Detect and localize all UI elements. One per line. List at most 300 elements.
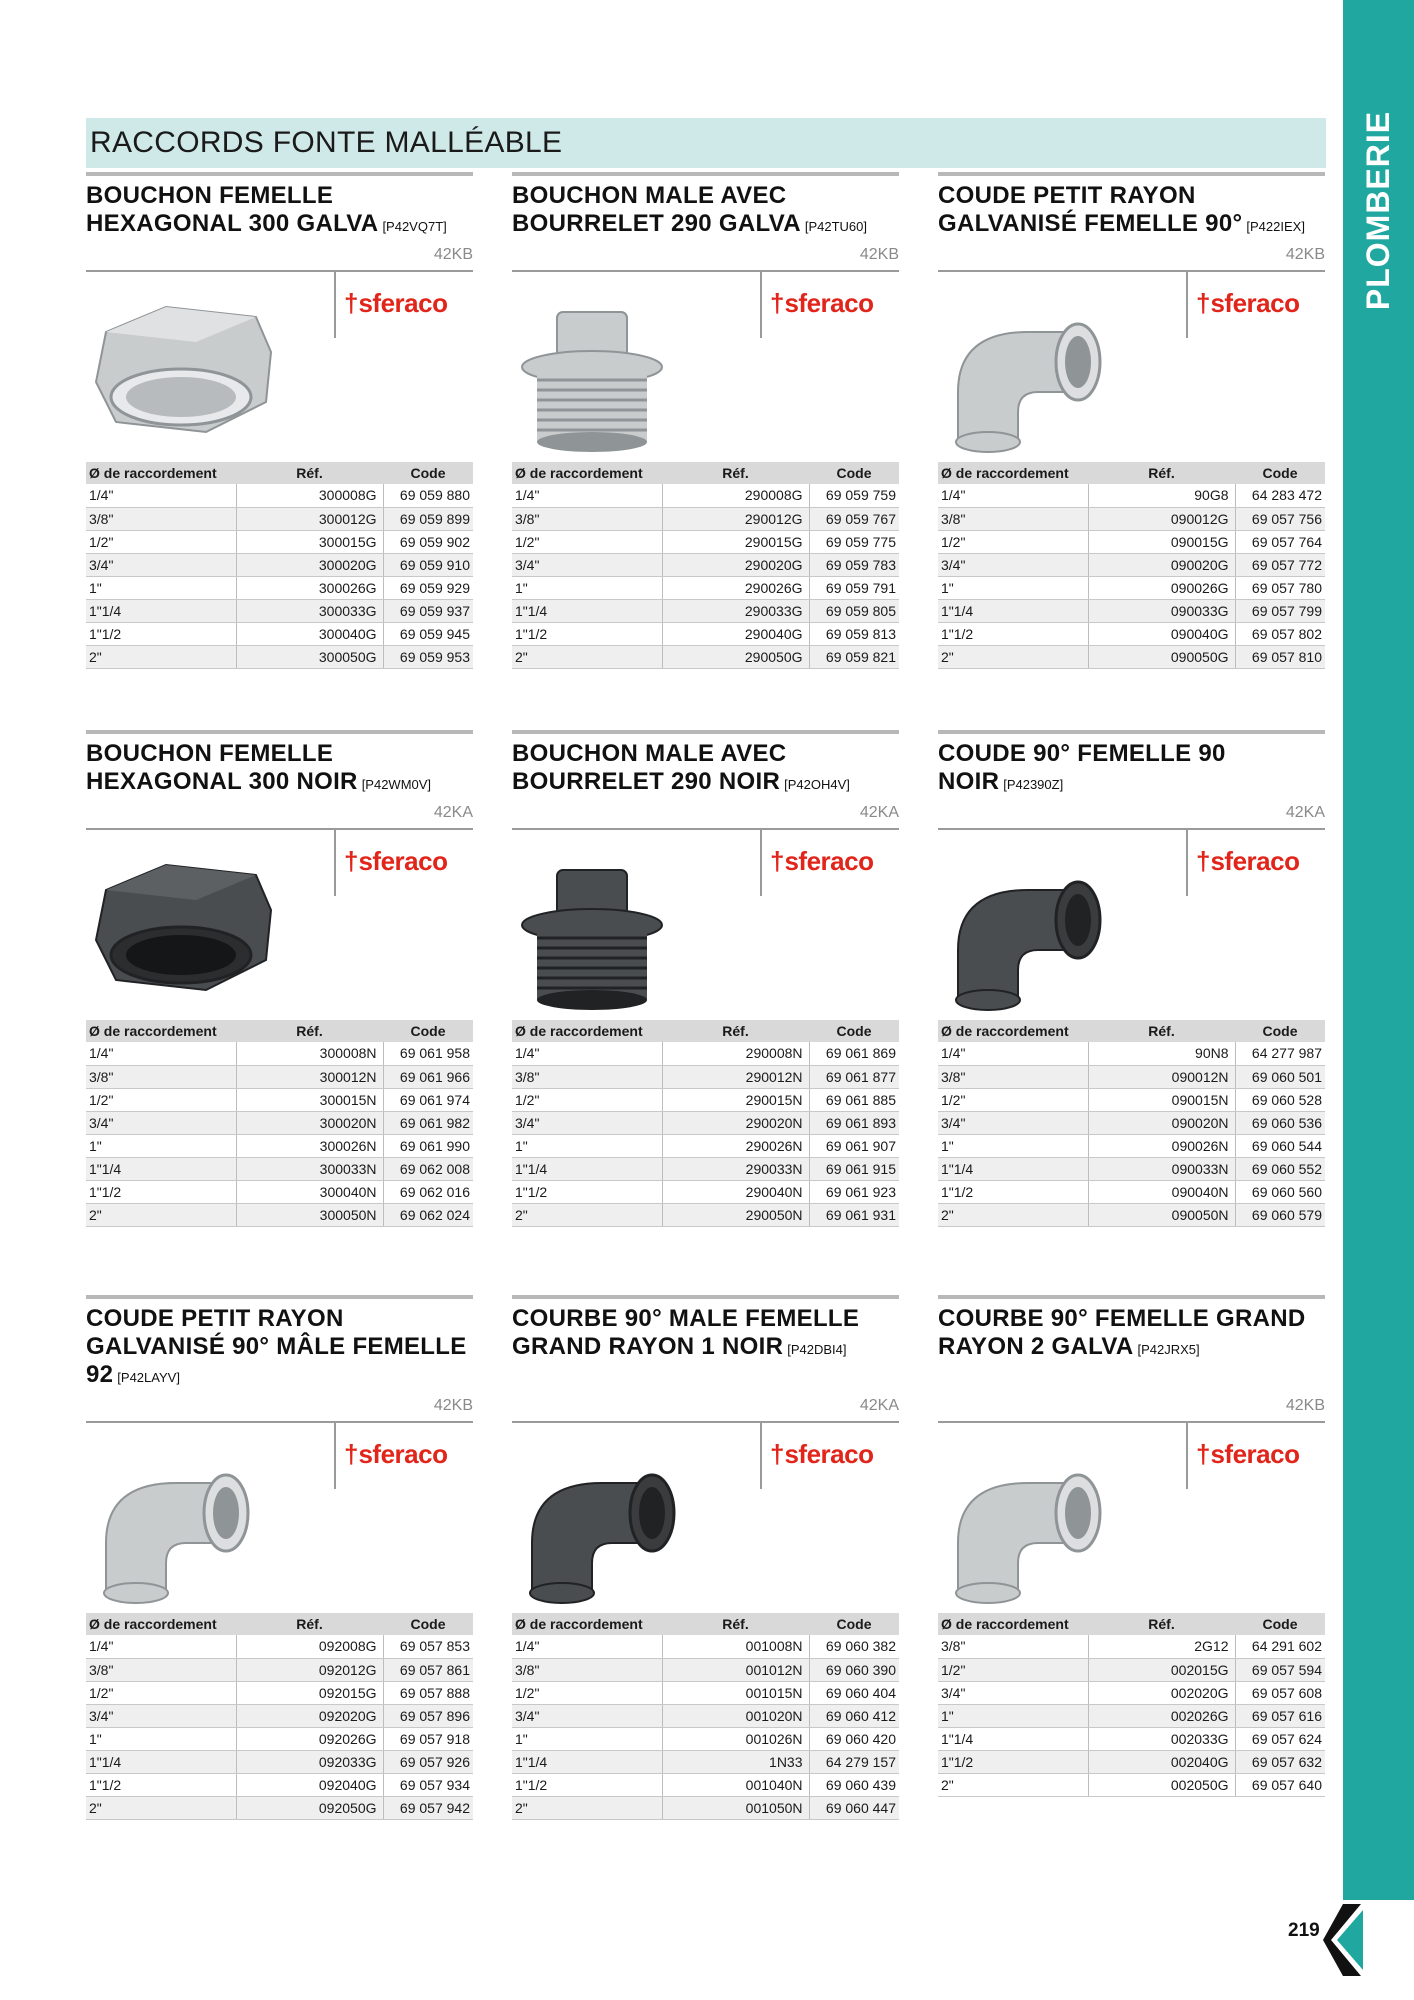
table-row (512, 1635, 899, 1658)
product-name: BOUCHON MALE AVEC BOURRELET 290 NOIR (512, 740, 787, 795)
code-cell: 69 057 942 (383, 1796, 473, 1819)
table-row (86, 1704, 473, 1727)
spec-table (86, 1020, 473, 1227)
table-header-row (86, 1020, 473, 1042)
header-connection: Ø de raccordement (938, 1020, 1088, 1042)
ref-cell: 290015N (662, 1088, 809, 1111)
brand-box (760, 1423, 899, 1489)
product-title (86, 182, 473, 244)
code-cell: 69 060 439 (809, 1773, 899, 1796)
table-row (512, 553, 899, 576)
table-row (938, 553, 1325, 576)
product-card (512, 730, 899, 1227)
ref-cell: 090050G (1088, 645, 1235, 668)
brand-logo (1196, 290, 1299, 316)
category-code: 42KB (1285, 246, 1325, 263)
card-meta (86, 244, 473, 268)
ref-cell: 300008G (236, 484, 383, 507)
product-media (512, 830, 899, 1020)
code-cell: 69 060 552 (1235, 1157, 1325, 1180)
brand-logo (344, 290, 447, 316)
connection-cell: 1/2" (512, 530, 662, 553)
table-row (512, 1796, 899, 1819)
table-row (86, 530, 473, 553)
ref-cell: 090033N (1088, 1157, 1235, 1180)
code-cell: 69 059 821 (809, 645, 899, 668)
code-cell: 69 057 624 (1235, 1727, 1325, 1750)
table-row (512, 1773, 899, 1796)
code-cell: 69 061 923 (809, 1180, 899, 1203)
brand-name: sferaco (1210, 846, 1300, 876)
ref-cell: 001026N (662, 1727, 809, 1750)
table-row (938, 1065, 1325, 1088)
table-row (512, 1088, 899, 1111)
ref-cell: 092033G (236, 1750, 383, 1773)
table-row (512, 1134, 899, 1157)
product-card (938, 1295, 1325, 1797)
connection-cell: 1"1/4 (512, 599, 662, 622)
spec-table (938, 1613, 1325, 1797)
header-connection: Ø de raccordement (86, 462, 236, 484)
product-title (938, 740, 1325, 802)
ref-cell: 90G8 (1088, 484, 1235, 507)
table-row (938, 1681, 1325, 1704)
connection-cell: 1/2" (86, 1088, 236, 1111)
code-cell: 69 061 990 (383, 1134, 473, 1157)
code-cell: 69 061 974 (383, 1088, 473, 1111)
brand-swirl-icon: † (770, 1439, 785, 1469)
card-meta (86, 802, 473, 826)
code-cell: 69 059 767 (809, 507, 899, 530)
code-cell: 69 057 608 (1235, 1681, 1325, 1704)
header-code: Code (809, 462, 899, 484)
card-top-rule (512, 730, 899, 734)
connection-cell: 1/2" (86, 530, 236, 553)
product-card (938, 172, 1325, 669)
section-title: RACCORDS FONTE MALLÉABLE (90, 126, 563, 159)
connection-cell: 3/4" (938, 1681, 1088, 1704)
header-code: Code (1235, 462, 1325, 484)
code-cell: 69 057 926 (383, 1750, 473, 1773)
product-name: BOUCHON FEMELLE HEXAGONAL 300 GALVA (86, 182, 379, 237)
table-row (512, 484, 899, 507)
brand-swirl-icon: † (1196, 1439, 1211, 1469)
code-cell: 69 059 759 (809, 484, 899, 507)
connection-cell: 1/2" (512, 1681, 662, 1704)
spec-table (86, 1613, 473, 1820)
ref-cell: 300012N (236, 1065, 383, 1088)
table-row (512, 622, 899, 645)
ref-cell: 002033G (1088, 1727, 1235, 1750)
connection-cell: 2" (86, 1203, 236, 1226)
connection-cell: 3/4" (938, 1111, 1088, 1134)
connection-cell: 1"1/2 (86, 1773, 236, 1796)
connection-cell: 3/8" (938, 1065, 1088, 1088)
ref-cell: 300020G (236, 553, 383, 576)
table-row (512, 1065, 899, 1088)
ref-cell: 090050N (1088, 1203, 1235, 1226)
brand-box (334, 1423, 473, 1489)
brand-box (760, 830, 899, 896)
spec-table (512, 1613, 899, 1820)
table-row (938, 576, 1325, 599)
connection-cell: 3/4" (512, 1111, 662, 1134)
code-cell: 69 060 390 (809, 1658, 899, 1681)
spec-table (86, 462, 473, 669)
connection-cell: 1"1/4 (86, 1157, 236, 1180)
ref-cell: 290020N (662, 1111, 809, 1134)
card-top-rule (512, 172, 899, 176)
connection-cell: 3/4" (938, 553, 1088, 576)
ref-cell: 001012N (662, 1658, 809, 1681)
table-row (938, 1111, 1325, 1134)
brand-name: sferaco (784, 288, 874, 318)
ref-cell: 090026G (1088, 576, 1235, 599)
ref-cell: 300033N (236, 1157, 383, 1180)
product-card (938, 730, 1325, 1227)
connection-cell: 1" (512, 1727, 662, 1750)
ref-cell: 290050N (662, 1203, 809, 1226)
product-card (86, 172, 473, 669)
product-name: COUDE 90° FEMELLE 90 NOIR (938, 740, 1226, 795)
connection-cell: 1"1/2 (938, 622, 1088, 645)
connection-cell: 1" (938, 576, 1088, 599)
code-cell: 69 060 560 (1235, 1180, 1325, 1203)
table-row (512, 645, 899, 668)
product-card (512, 172, 899, 669)
header-code: Code (809, 1613, 899, 1635)
header-connection: Ø de raccordement (512, 1020, 662, 1042)
ref-cell: 290026G (662, 576, 809, 599)
connection-cell: 1" (86, 1134, 236, 1157)
code-cell: 69 060 528 (1235, 1088, 1325, 1111)
header-ref: Réf. (236, 462, 383, 484)
connection-cell: 1"1/4 (938, 1157, 1088, 1180)
code-cell: 69 057 594 (1235, 1658, 1325, 1681)
header-connection: Ø de raccordement (86, 1613, 236, 1635)
table-header-row (512, 462, 899, 484)
code-cell: 69 059 929 (383, 576, 473, 599)
connection-cell: 1"1/4 (938, 1727, 1088, 1750)
connection-cell: 1"1/2 (512, 622, 662, 645)
card-top-rule (86, 172, 473, 176)
product-sku: [P42JRX5] (1137, 1342, 1200, 1357)
table-row (512, 507, 899, 530)
product-media (938, 272, 1325, 462)
header-code: Code (1235, 1020, 1325, 1042)
table-row (86, 622, 473, 645)
code-cell: 69 057 934 (383, 1773, 473, 1796)
ref-cell: 290033N (662, 1157, 809, 1180)
connection-cell: 1"1/4 (86, 1750, 236, 1773)
code-cell: 64 279 157 (809, 1750, 899, 1773)
brand-swirl-icon: † (344, 1439, 359, 1469)
brand-name: sferaco (1210, 288, 1300, 318)
code-cell: 69 057 802 (1235, 622, 1325, 645)
connection-cell: 3/4" (512, 1704, 662, 1727)
product-title (512, 182, 899, 244)
code-cell: 64 291 602 (1235, 1635, 1325, 1658)
ref-cell: 300015N (236, 1088, 383, 1111)
ref-cell: 300012G (236, 507, 383, 530)
ref-cell: 092015G (236, 1681, 383, 1704)
code-cell: 69 061 958 (383, 1042, 473, 1065)
brand-swirl-icon: † (344, 288, 359, 318)
code-cell: 69 061 869 (809, 1042, 899, 1065)
table-row (938, 484, 1325, 507)
card-top-rule (938, 172, 1325, 176)
connection-cell: 3/8" (938, 507, 1088, 530)
connection-cell: 1" (86, 1727, 236, 1750)
ref-cell: 300050N (236, 1203, 383, 1226)
table-row (86, 1750, 473, 1773)
brand-logo (1196, 848, 1299, 874)
code-cell: 69 057 888 (383, 1681, 473, 1704)
ref-cell: 290040G (662, 622, 809, 645)
ref-cell: 090012N (1088, 1065, 1235, 1088)
code-cell: 69 057 810 (1235, 645, 1325, 668)
product-media (86, 272, 473, 462)
ref-cell: 001050N (662, 1796, 809, 1819)
connection-cell: 1"1/2 (512, 1773, 662, 1796)
header-code: Code (1235, 1613, 1325, 1635)
ref-cell: 290050G (662, 645, 809, 668)
card-meta (938, 802, 1325, 826)
table-header-row (938, 1020, 1325, 1042)
table-header-row (938, 462, 1325, 484)
table-row (512, 1727, 899, 1750)
header-code: Code (383, 462, 473, 484)
code-cell: 69 061 915 (809, 1157, 899, 1180)
connection-cell: 1/4" (938, 484, 1088, 507)
ref-cell: 300033G (236, 599, 383, 622)
ref-cell: 002050G (1088, 1773, 1235, 1796)
table-row (86, 1088, 473, 1111)
ref-cell: 090015G (1088, 530, 1235, 553)
ref-cell: 001040N (662, 1773, 809, 1796)
table-row (86, 1727, 473, 1750)
table-row (938, 1203, 1325, 1226)
card-meta (512, 1395, 899, 1419)
brand-swirl-icon: † (770, 288, 785, 318)
product-sku: [P42WM0V] (361, 777, 432, 792)
brand-box (1186, 1423, 1325, 1489)
ref-cell: 092026G (236, 1727, 383, 1750)
ref-cell: 290020G (662, 553, 809, 576)
code-cell: 69 059 937 (383, 599, 473, 622)
code-cell: 69 057 764 (1235, 530, 1325, 553)
ref-cell: 290012G (662, 507, 809, 530)
table-row (512, 1042, 899, 1065)
table-row (938, 1635, 1325, 1658)
connection-cell: 1/2" (938, 530, 1088, 553)
code-cell: 69 061 907 (809, 1134, 899, 1157)
brand-box (334, 830, 473, 896)
connection-cell: 2" (512, 645, 662, 668)
category-code: 42KB (1285, 1397, 1325, 1414)
table-row (512, 1111, 899, 1134)
ref-cell: 092050G (236, 1796, 383, 1819)
ref-cell: 2G12 (1088, 1635, 1235, 1658)
code-cell: 69 057 896 (383, 1704, 473, 1727)
table-row (86, 553, 473, 576)
brand-box (334, 272, 473, 338)
connection-cell: 1/4" (512, 1042, 662, 1065)
product-card (86, 730, 473, 1227)
table-row (86, 1681, 473, 1704)
table-row (86, 1134, 473, 1157)
ref-cell: 090012G (1088, 507, 1235, 530)
product-title (512, 740, 899, 802)
code-cell: 69 059 783 (809, 553, 899, 576)
product-card (86, 1295, 473, 1820)
table-row (512, 1203, 899, 1226)
brand-swirl-icon: † (1196, 846, 1211, 876)
code-cell: 69 060 412 (809, 1704, 899, 1727)
card-meta (938, 244, 1325, 268)
table-row (512, 576, 899, 599)
ref-cell: 90N8 (1088, 1042, 1235, 1065)
connection-cell: 1"1/2 (938, 1180, 1088, 1203)
connection-cell: 1"1/2 (938, 1750, 1088, 1773)
connection-cell: 3/8" (86, 1658, 236, 1681)
page-corner-icon (1323, 1900, 1363, 1980)
connection-cell: 1/2" (86, 1681, 236, 1704)
ref-cell: 090015N (1088, 1088, 1235, 1111)
connection-cell: 1"1/4 (938, 599, 1088, 622)
header-ref: Réf. (1088, 1613, 1235, 1635)
connection-cell: 1" (938, 1704, 1088, 1727)
category-code: 42KB (859, 246, 899, 263)
code-cell: 69 062 024 (383, 1203, 473, 1226)
connection-cell: 2" (86, 1796, 236, 1819)
code-cell: 69 057 861 (383, 1658, 473, 1681)
connection-cell: 1"1/2 (86, 1180, 236, 1203)
ref-cell: 290040N (662, 1180, 809, 1203)
connection-cell: 3/8" (86, 1065, 236, 1088)
code-cell: 69 059 805 (809, 599, 899, 622)
product-name: COURBE 90° MALE FEMELLE GRAND RAYON 1 NOIR (512, 1305, 860, 1360)
table-header-row (86, 462, 473, 484)
header-ref: Réf. (662, 1020, 809, 1042)
table-row (86, 507, 473, 530)
brand-box (1186, 830, 1325, 896)
table-row (938, 1704, 1325, 1727)
brand-logo (770, 290, 873, 316)
connection-cell: 3/8" (512, 507, 662, 530)
product-name: BOUCHON FEMELLE HEXAGONAL 300 NOIR (86, 740, 358, 795)
table-row (86, 1773, 473, 1796)
product-title (86, 740, 473, 802)
connection-cell: 1/2" (938, 1088, 1088, 1111)
product-sku: [P42DBI4] (787, 1342, 847, 1357)
connection-cell: 1" (938, 1134, 1088, 1157)
ref-cell: 092020G (236, 1704, 383, 1727)
connection-cell: 3/8" (938, 1635, 1088, 1658)
brand-name: sferaco (358, 288, 448, 318)
table-row (512, 530, 899, 553)
connection-cell: 3/4" (86, 1111, 236, 1134)
connection-cell: 3/4" (512, 553, 662, 576)
code-cell: 69 059 945 (383, 622, 473, 645)
brand-logo (1196, 1441, 1299, 1467)
code-cell: 69 060 501 (1235, 1065, 1325, 1088)
product-card (512, 1295, 899, 1820)
code-cell: 69 061 966 (383, 1065, 473, 1088)
ref-cell: 092012G (236, 1658, 383, 1681)
code-cell: 69 059 775 (809, 530, 899, 553)
table-row (938, 1134, 1325, 1157)
code-cell: 69 060 420 (809, 1727, 899, 1750)
code-cell: 69 057 853 (383, 1635, 473, 1658)
code-cell: 69 057 632 (1235, 1750, 1325, 1773)
code-cell: 69 059 791 (809, 576, 899, 599)
table-row (86, 1796, 473, 1819)
ref-cell: 001015N (662, 1681, 809, 1704)
connection-cell: 1/4" (512, 1635, 662, 1658)
connection-cell: 2" (938, 1203, 1088, 1226)
ref-cell: 090020G (1088, 553, 1235, 576)
brand-name: sferaco (358, 1439, 448, 1469)
product-sku: [P422IEX] (1246, 219, 1305, 234)
code-cell: 69 057 772 (1235, 553, 1325, 576)
ref-cell: 290012N (662, 1065, 809, 1088)
table-row (938, 507, 1325, 530)
brand-swirl-icon: † (770, 846, 785, 876)
table-row (86, 599, 473, 622)
header-ref: Réf. (662, 1613, 809, 1635)
table-row (938, 530, 1325, 553)
ref-cell: 290008N (662, 1042, 809, 1065)
code-cell: 64 283 472 (1235, 484, 1325, 507)
ref-cell: 002020G (1088, 1681, 1235, 1704)
ref-cell: 002015G (1088, 1658, 1235, 1681)
table-row (938, 622, 1325, 645)
table-row (938, 1658, 1325, 1681)
table-row (512, 599, 899, 622)
brand-name: sferaco (358, 846, 448, 876)
code-cell: 69 060 536 (1235, 1111, 1325, 1134)
code-cell: 69 061 877 (809, 1065, 899, 1088)
connection-cell: 2" (86, 645, 236, 668)
spec-table (938, 462, 1325, 669)
spec-table (938, 1020, 1325, 1227)
card-top-rule (86, 1295, 473, 1299)
table-row (512, 1681, 899, 1704)
code-cell: 69 061 982 (383, 1111, 473, 1134)
table-header-row (938, 1613, 1325, 1635)
header-connection: Ø de raccordement (86, 1020, 236, 1042)
table-row (512, 1157, 899, 1180)
table-row (512, 1750, 899, 1773)
ref-cell: 300026N (236, 1134, 383, 1157)
code-cell: 69 061 885 (809, 1088, 899, 1111)
connection-cell: 1/4" (512, 484, 662, 507)
ref-cell: 300040N (236, 1180, 383, 1203)
table-row (938, 1773, 1325, 1796)
code-cell: 69 059 902 (383, 530, 473, 553)
table-row (86, 645, 473, 668)
header-ref: Réf. (1088, 1020, 1235, 1042)
card-top-rule (938, 1295, 1325, 1299)
header-ref: Réf. (236, 1020, 383, 1042)
ref-cell: 300050G (236, 645, 383, 668)
header-connection: Ø de raccordement (512, 1613, 662, 1635)
product-media (86, 830, 473, 1020)
table-row (86, 1635, 473, 1658)
connection-cell: 1" (512, 1134, 662, 1157)
table-row (938, 1157, 1325, 1180)
